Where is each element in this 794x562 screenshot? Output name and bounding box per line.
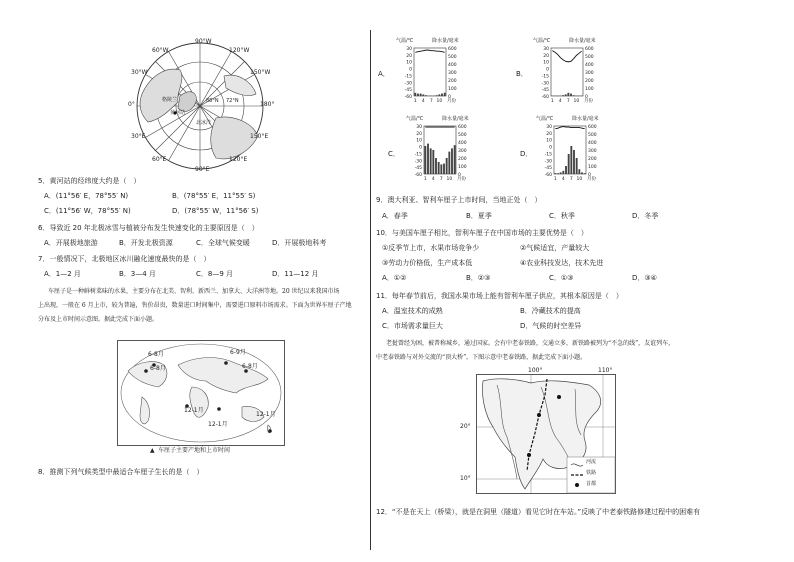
world-map-frame <box>117 340 285 446</box>
y-left-tick: 30 <box>546 125 552 130</box>
x-tick: 4 <box>558 99 562 104</box>
place-label: 北冰洋 <box>196 120 212 126</box>
y-right-tick: 500 <box>448 55 457 60</box>
y-left-tick: -45 <box>404 88 412 94</box>
question-stem: 11．每年春节前后，我国水果市场上能有智利车厘子供应，其根本原因是（ ） <box>376 292 623 300</box>
question-stem: 9．澳大利亚、智利车厘子上市时间，当地正处（ ） <box>376 196 542 204</box>
y-left-tick: -60 <box>541 95 549 100</box>
plot-area <box>551 48 583 96</box>
option-a[interactable]: A．1—2 月 <box>44 270 81 278</box>
precip-bar <box>568 154 570 174</box>
y-left-title: 气温/℃ <box>406 116 424 122</box>
y-right-tick: 400 <box>585 63 594 68</box>
question-stem: 8．推测下列气候类型中最适合车厘子生长的是（ ） <box>38 468 204 476</box>
precip-bar <box>578 169 580 174</box>
precip-bar <box>417 94 419 96</box>
passage-line: 中老泰铁路与对外交流的“顶大桥”。下图示意中老泰铁路，据此完成下面小题。 <box>376 354 587 361</box>
precip-bar <box>440 164 442 174</box>
precip-bar <box>581 172 583 174</box>
option-a[interactable]: A．温室技术的成熟 <box>382 307 443 315</box>
precip-bar <box>573 150 575 174</box>
x-tick: 10 <box>436 99 443 104</box>
y-right-tick: 0 <box>585 95 588 100</box>
world-map <box>118 341 284 445</box>
y-left-title: 气温/℃ <box>533 38 551 44</box>
lon-label: 0° <box>128 101 135 108</box>
y-right-tick: 300 <box>448 71 457 76</box>
y-right-tick: 100 <box>458 165 467 170</box>
column-divider <box>370 30 371 550</box>
x-tick: 7 <box>429 99 433 104</box>
map-label: 6-9月 <box>230 349 246 356</box>
precip-bar <box>562 95 564 96</box>
chart-option-c[interactable]: C． <box>388 150 400 158</box>
precip-bar <box>414 93 416 96</box>
lat-label: 10° <box>460 475 471 482</box>
map-caption: 车厘子主要产地和上市时间 <box>158 447 231 454</box>
precip-bar <box>430 148 432 174</box>
precip-bar <box>443 164 445 174</box>
y-left-tick: -45 <box>541 88 549 94</box>
passage-line: 老挝曾经为困，被普称城乡，通过国家。会有中老泰铁路，交通立多，新铁路被列为“不急的线”，友谊列车， <box>386 340 675 347</box>
y-right-tick: 200 <box>448 79 457 84</box>
y-left-tick: 20 <box>546 131 552 137</box>
x-tick: 7 <box>566 99 570 104</box>
y-right-title: 降水量/毫米 <box>442 116 469 122</box>
chart-option-d[interactable]: D． <box>520 150 533 158</box>
legend-railway: 铁路 <box>586 470 597 476</box>
precip-bar <box>438 94 440 96</box>
precip-bar <box>427 144 429 174</box>
y-right-tick: 500 <box>585 55 594 60</box>
y-left-tick: 0 <box>549 145 552 151</box>
y-left-tick: 30 <box>406 47 412 52</box>
chart-option-a[interactable]: A． <box>378 70 390 78</box>
y-left-title: 气温/℃ <box>396 38 414 44</box>
x-tick: 10 <box>573 99 580 104</box>
y-left-tick: -60 <box>404 95 412 100</box>
y-right-title: 降水量/毫米 <box>432 38 459 44</box>
precip-bar <box>444 93 446 96</box>
y-left-tick: 30 <box>543 47 549 52</box>
precip-bar <box>432 150 434 174</box>
option-a[interactable]: A．(11°56′ E，78°55′ N) <box>44 192 129 200</box>
lon-label: 30°E <box>131 133 146 140</box>
y-right-tick: 0 <box>458 173 461 178</box>
option-d[interactable]: D．③④ <box>632 274 657 282</box>
option-a[interactable]: A．开展极地旅游 <box>44 239 98 247</box>
map-label: 12-1月 <box>184 407 204 414</box>
y-left-tick: -15 <box>541 74 549 80</box>
precip-bar <box>560 172 562 174</box>
statement-1: ①反季节上市，水果市场竞争少 <box>382 244 480 252</box>
precip-bar <box>570 94 572 96</box>
lon-label: 90°W <box>195 38 212 45</box>
passage-line: 车厘子是一种鲜树菜味的水果，主要分布在北美、智利、新西兰、加拿大、大洋洲等地。20 世纪以来我国市场 <box>48 288 340 295</box>
precip-bar <box>576 158 578 174</box>
x-tick: 1 <box>423 177 427 182</box>
x-tick: 1 <box>550 99 554 104</box>
option-a[interactable]: A．①② <box>382 274 407 282</box>
map-label: 6-8月 <box>148 351 164 358</box>
y-left-tick: -15 <box>404 74 412 80</box>
precip-bar <box>565 94 567 96</box>
option-c[interactable]: C．(11°56′ W，78°55′ N) <box>44 207 131 215</box>
x-unit: 月份 <box>587 177 596 182</box>
climate-chart-c <box>400 116 480 188</box>
y-left-tick: 10 <box>406 60 412 66</box>
y-right-tick: 400 <box>448 63 457 68</box>
precip-bar <box>446 158 448 174</box>
y-left-tick: -45 <box>414 166 422 172</box>
place-label: 黄河站 <box>170 110 186 116</box>
y-right-tick: 300 <box>458 149 467 154</box>
y-left-tick: -30 <box>544 159 552 165</box>
x-tick: 1 <box>413 99 417 104</box>
option-d[interactable]: D．冬季 <box>632 212 659 220</box>
y-right-tick: 200 <box>458 157 467 162</box>
precip-bar <box>425 95 427 96</box>
y-left-tick: 0 <box>409 67 412 73</box>
lon-label: 180° <box>260 101 275 108</box>
y-right-tick: 500 <box>588 133 597 138</box>
precip-bar <box>422 94 424 96</box>
lon-label: 90°E <box>195 166 210 173</box>
place-label: 格陵兰 <box>162 97 178 103</box>
y-left-tick: 0 <box>419 145 422 151</box>
y-right-tick: 300 <box>588 149 597 154</box>
question-stem: 12．“不是在天上（桥梁），就是在洞里（隧道）看见它时在车站。”反映了中老泰铁路修建过程中的困难有 <box>376 508 701 516</box>
chart-plot <box>390 38 470 110</box>
precip-bar <box>436 95 438 96</box>
y-right-tick: 200 <box>585 79 594 84</box>
y-right-tick: 100 <box>448 87 457 92</box>
lat-label: 72°N <box>226 98 239 104</box>
passage-line: 上出现，一般在 6 月上市，较为普遍，售价昂贵，数量进口时间集中，需要进口原料市场需求。下面为世界车厘子产地 <box>38 302 352 309</box>
climate-chart-a <box>390 38 470 110</box>
precip-bar <box>562 171 564 174</box>
precip-bar <box>584 173 586 174</box>
precip-bar <box>567 93 569 96</box>
option-b[interactable]: B．3—4 月 <box>119 270 156 278</box>
x-tick: 7 <box>439 177 443 182</box>
precip-bar <box>424 146 426 174</box>
x-unit: 月份 <box>447 99 456 104</box>
lon-label: 150°E <box>250 133 269 140</box>
option-c[interactable]: C．市场需求量巨大 <box>382 322 443 330</box>
precip-bar <box>448 152 450 174</box>
x-tick: 10 <box>446 177 453 182</box>
polar-map <box>120 36 280 176</box>
y-left-tick: -30 <box>414 159 422 165</box>
y-right-tick: 600 <box>585 47 594 52</box>
y-right-tick: 0 <box>448 95 451 100</box>
x-unit: 月份 <box>457 177 466 182</box>
y-left-tick: 20 <box>416 131 422 137</box>
chart-plot <box>527 38 607 110</box>
option-d[interactable]: D．开展极地科考 <box>272 239 327 247</box>
precip-bar <box>570 146 572 174</box>
option-a[interactable]: A．春季 <box>382 212 408 220</box>
option-c[interactable]: C．全球气候变暖 <box>196 239 250 247</box>
option-b[interactable]: B．夏季 <box>466 212 492 220</box>
question-stem: 5．黄河站的经纬度大约是（ ） <box>38 177 141 185</box>
climate-chart-b <box>527 38 607 110</box>
precip-bar <box>451 148 453 174</box>
option-b[interactable]: B．(78°55′ E，11°55′ S) <box>172 192 256 200</box>
y-left-tick: -60 <box>544 173 552 178</box>
lon-label: 30°W <box>131 69 148 76</box>
precip-bar <box>554 173 556 174</box>
chart-plot <box>400 116 480 188</box>
lat-label: 88°N <box>206 98 219 104</box>
y-left-tick: 0 <box>546 67 549 73</box>
y-right-tick: 300 <box>585 71 594 76</box>
map-label: 12-1月 <box>208 421 228 428</box>
precip-bar <box>438 162 440 174</box>
y-right-tick: 600 <box>448 47 457 52</box>
y-left-tick: 20 <box>543 53 549 59</box>
precip-bar <box>573 95 575 96</box>
y-right-tick: 400 <box>458 141 467 146</box>
y-right-tick: 0 <box>588 173 591 178</box>
statement-4: ④农业科技发达，技术先进 <box>520 259 604 267</box>
lon-label: 150°W <box>250 69 271 76</box>
option-d[interactable]: D．(78°55′ W，11°56′ S) <box>172 207 259 215</box>
precip-bar <box>454 145 456 174</box>
y-left-tick: -15 <box>414 152 422 158</box>
option-b[interactable]: B．开发北极资源 <box>119 239 173 247</box>
precip-bar <box>565 166 567 174</box>
y-right-tick: 200 <box>588 157 597 162</box>
question-stem: 6．导致近 20 年北极冰雪与植被分布发生快速变化的主要原因是（ ） <box>38 224 259 232</box>
chart-plot <box>530 116 610 188</box>
y-left-title: 气温/℃ <box>536 116 554 122</box>
y-right-tick: 600 <box>458 125 467 130</box>
y-left-tick: 10 <box>543 60 549 66</box>
lon-label: 100° <box>528 367 543 374</box>
y-left-tick: 30 <box>416 125 422 130</box>
lon-label: 120°W <box>229 47 250 54</box>
legend-capital: 首都 <box>586 481 597 487</box>
x-tick: 7 <box>569 177 573 182</box>
y-left-tick: -15 <box>544 152 552 158</box>
y-left-tick: 20 <box>406 53 412 59</box>
y-right-tick: 500 <box>458 133 467 138</box>
y-right-tick: 100 <box>585 87 594 92</box>
map-label: 12-1月 <box>256 411 276 418</box>
x-tick: 4 <box>561 177 565 182</box>
x-tick: 10 <box>576 177 583 182</box>
map-label: 6-8月 <box>150 365 166 372</box>
lon-label: 120°E <box>229 156 248 163</box>
x-tick: 1 <box>553 177 557 182</box>
option-b[interactable]: B．冷藏技术的提高 <box>520 307 581 315</box>
lon-label: 60°W <box>152 47 169 54</box>
map-caption-marker: ▲ <box>150 447 155 454</box>
chart-option-b[interactable]: B． <box>516 70 528 78</box>
x-tick: 4 <box>431 177 435 182</box>
y-right-title: 降水量/毫米 <box>572 116 599 122</box>
legend-river: 河流 <box>586 459 597 465</box>
y-right-tick: 600 <box>588 125 597 130</box>
precip-bar <box>557 173 559 174</box>
option-c[interactable]: C．秋季 <box>549 212 575 220</box>
x-tick: 4 <box>421 99 425 104</box>
question-stem: 10．与美国车厘子相比，智利车厘子在中国市场的主要优势是（ ） <box>376 229 588 237</box>
y-left-tick: 10 <box>546 138 552 144</box>
y-right-title: 降水量/毫米 <box>569 38 596 44</box>
lon-label: 110° <box>598 367 613 374</box>
y-right-tick: 100 <box>588 165 597 170</box>
lon-label: 60°E <box>152 156 167 163</box>
y-left-tick: 10 <box>416 138 422 144</box>
question-stem: 7．一般情况下，北极地区冰川融化速度最快的是（ ） <box>38 255 211 263</box>
statement-3: ③劳动力价格低，生产成本低 <box>382 259 473 267</box>
climate-chart-d <box>530 116 610 188</box>
precip-bar <box>435 158 437 174</box>
option-c[interactable]: C．①③ <box>549 274 574 282</box>
plot-area <box>414 48 446 96</box>
rail-map-frame <box>476 374 616 494</box>
y-left-tick: -30 <box>404 81 412 87</box>
y-right-tick: 400 <box>588 141 597 146</box>
statement-2: ②气候适宜，产量较大 <box>520 244 590 252</box>
x-unit: 月份 <box>584 99 593 104</box>
plot-area <box>554 126 586 174</box>
y-left-tick: -30 <box>541 81 549 87</box>
map-label: 6-8月 <box>242 363 258 370</box>
option-d[interactable]: D．11—12 月 <box>272 270 319 278</box>
precip-bar <box>420 94 422 96</box>
y-left-tick: -45 <box>544 166 552 172</box>
y-left-tick: -60 <box>414 173 422 178</box>
passage-line: 分布及上市时间示意图。据此完成下面小题。 <box>38 316 159 323</box>
option-c[interactable]: C．8—9 月 <box>196 270 234 278</box>
precip-bar <box>441 94 443 96</box>
option-d[interactable]: D．气候的时空差异 <box>520 322 582 330</box>
lat-label: 20° <box>460 423 471 430</box>
option-b[interactable]: B．②③ <box>466 274 491 282</box>
